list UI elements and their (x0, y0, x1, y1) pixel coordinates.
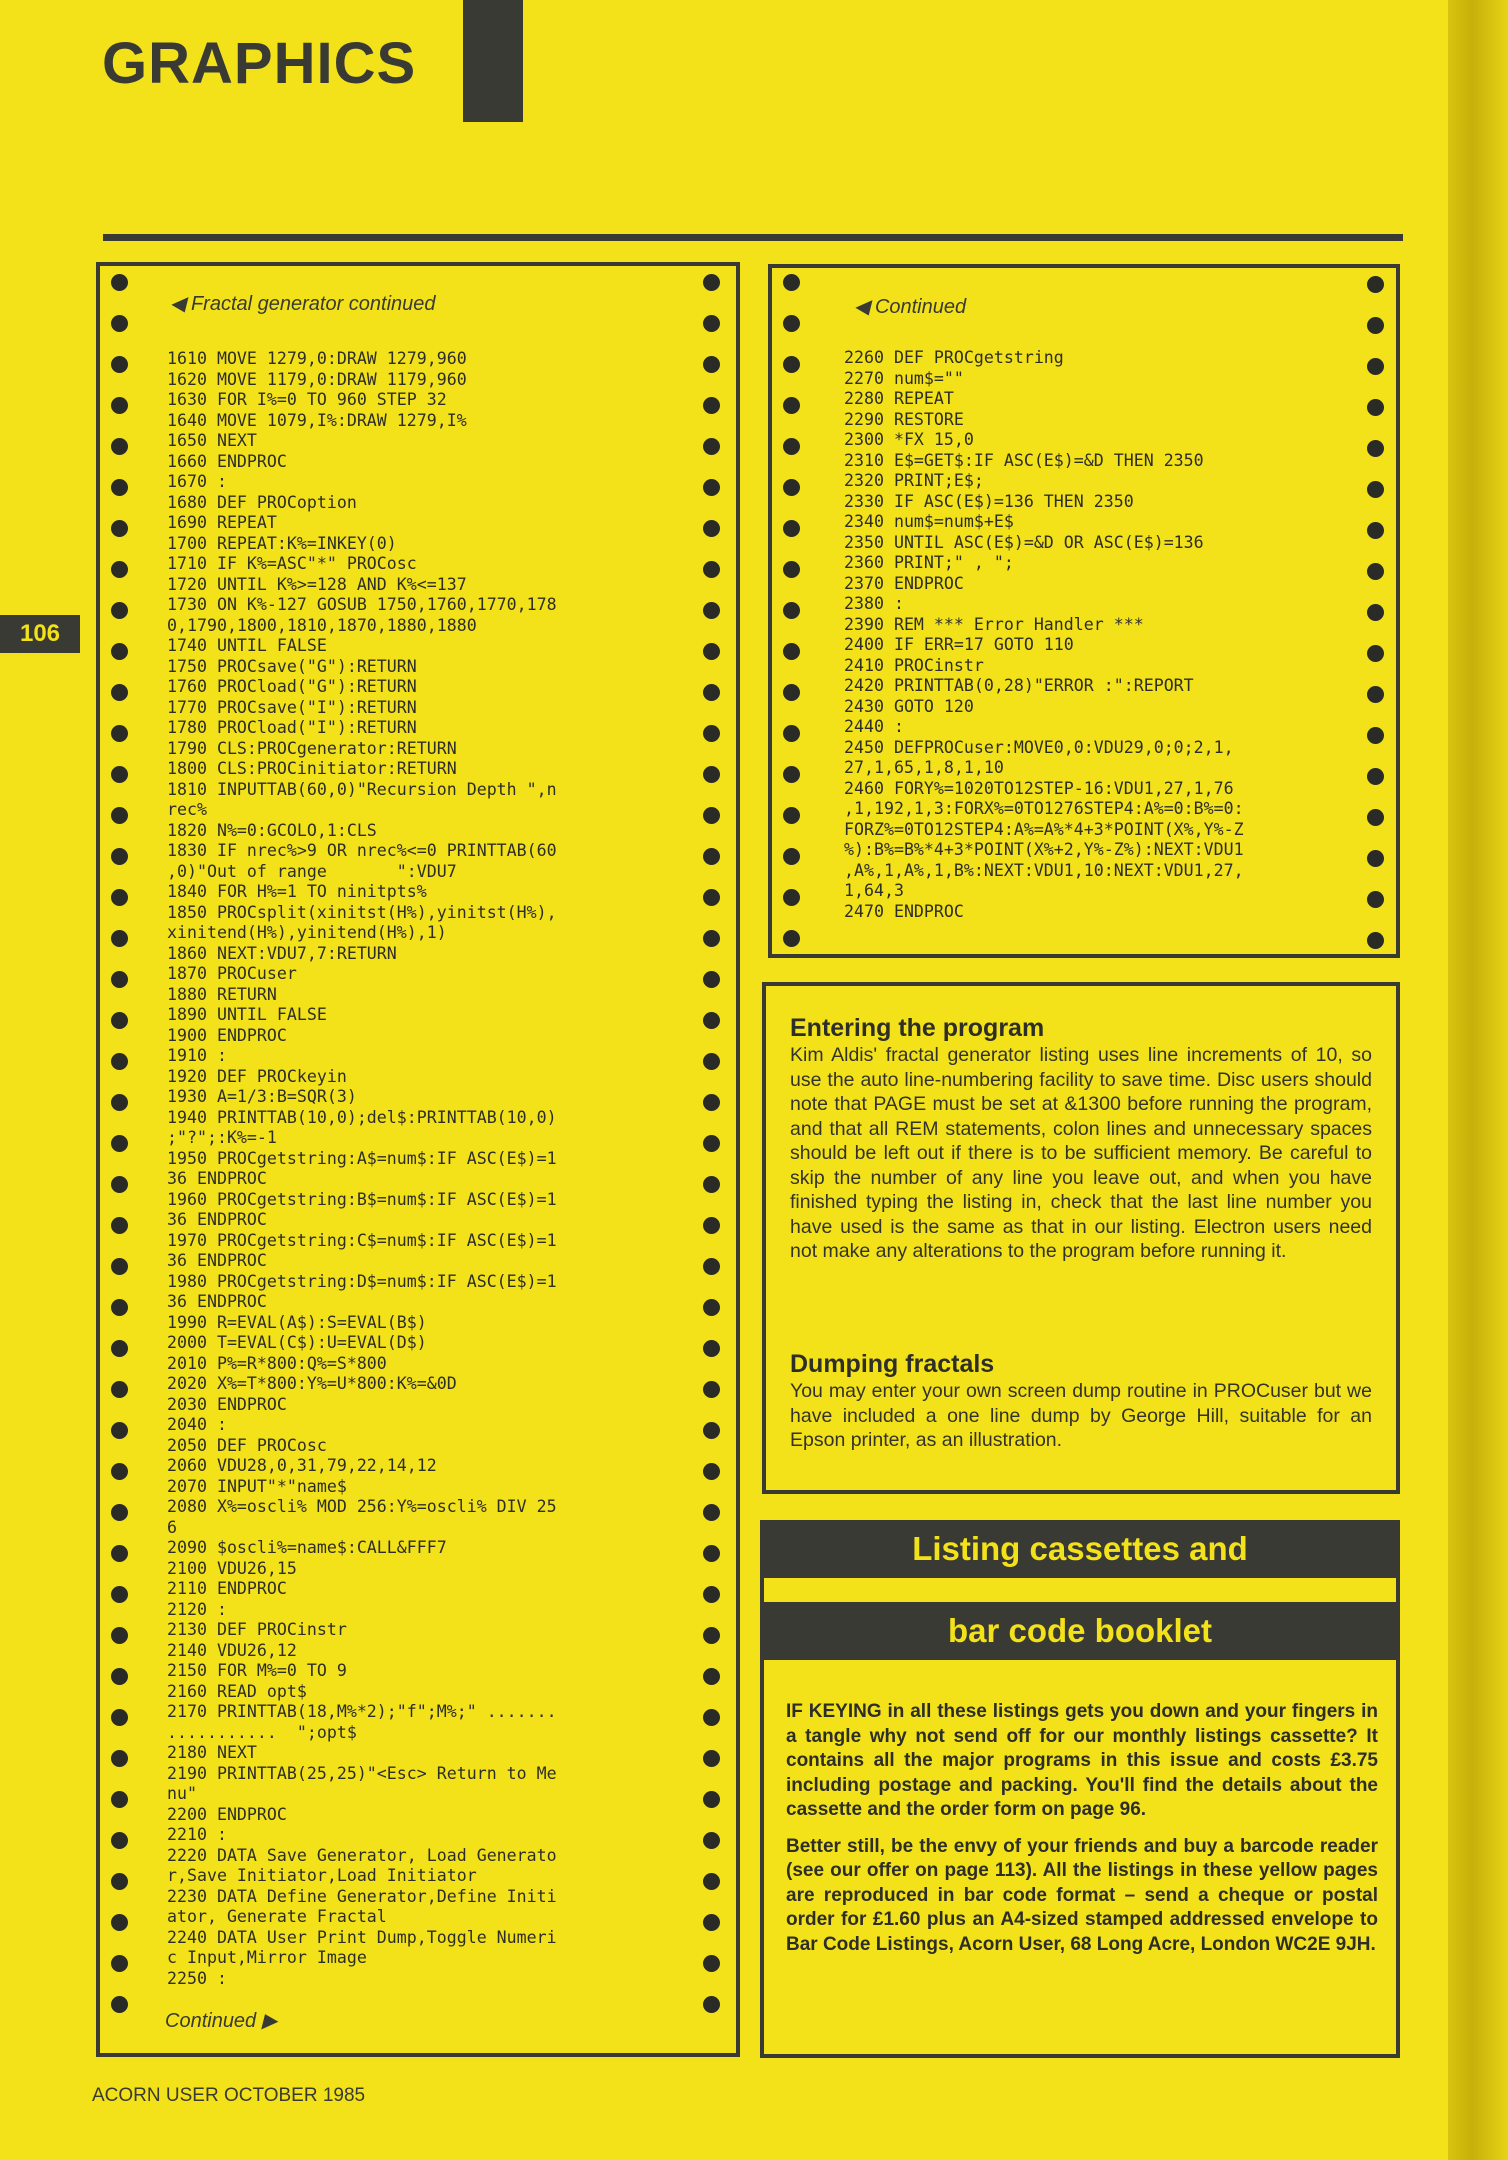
page-edge-shadow (1448, 0, 1508, 2160)
sprocket-hole (111, 684, 128, 701)
sprocket-hole (703, 1709, 720, 1726)
sprocket-holes-left (108, 274, 130, 2053)
sprocket-hole (703, 438, 720, 455)
sprocket-hole (703, 1832, 720, 1849)
sprocket-hole (111, 889, 128, 906)
sprocket-hole (703, 971, 720, 988)
sprocket-hole (111, 1094, 128, 1111)
sprocket-hole (703, 1299, 720, 1316)
promo-paragraph: IF KEYING in all these listings gets you down and your fingers in a tangle why not send off for our monthly listings cassette? It contains all the major programs in this issue and costs £3.75 including postage and packing. You'll find the details about the cassette and the order form on page 96. (786, 1701, 1378, 1820)
sprocket-hole (1367, 727, 1384, 744)
sprocket-hole (1367, 563, 1384, 580)
sprocket-hole (111, 848, 128, 865)
sprocket-hole (111, 1053, 128, 1070)
entering-section (790, 1014, 1372, 1264)
header-rule (103, 234, 1403, 241)
sprocket-hole (111, 438, 128, 455)
sprocket-hole (111, 1463, 128, 1480)
sprocket-hole (783, 315, 800, 332)
sprocket-hole (111, 1299, 128, 1316)
sprocket-hole (111, 561, 128, 578)
promo-banner-line1: Listing cassettes and (760, 1520, 1400, 1578)
sprocket-hole (703, 1914, 720, 1931)
sprocket-hole (703, 1791, 720, 1808)
sprocket-hole (783, 930, 800, 947)
sprocket-hole (111, 1340, 128, 1357)
sprocket-hole (703, 848, 720, 865)
sprocket-hole (703, 1627, 720, 1644)
sprocket-hole (111, 807, 128, 824)
code-listing: 1610 MOVE 1279,0:DRAW 1279,960 1620 MOVE 1179,0:DRAW 1179,960 1630 FOR I%=0 TO 960 STEP 32 1640 MOVE 1079,I%:DRAW 1279,I% 1650 NEXT 1660 ENDPROC 1670 : 1680 DEF PROCoption 1690 REPEAT 1700 REPEAT:K%=INKEY(0) 1710 IF K%=ASC"*" PROCosc 1720 UNTIL K%>=128 AND K%<=137 1730 ON K%-127 GOSUB 1750,1760,1770,178 0,1790,1800,1810,1870,1880,1880 1740 UNTIL FALSE 1750 PROCsave("G"):RETURN 1760 PROCload("G"):RETURN 1770 PROCsave("I"):RETURN 1780 PROCload("I"):RETURN 1790 CLS:PROCgenerator:RETURN 1800 CLS:PROCinitiator:RETURN 1810 INPUTTAB(60,0)"Recursion Depth ",n rec% 1820 N%=0:GCOLO,1:CLS 1830 IF nrec%>9 OR nrec%<=0 PRINTTAB(60 ,0)"Out of range ":VDU7 1840 FOR H%=1 TO ninitpts% 1850 PROCsplit(xinitst(H%),yinitst(H%), xinitend(H%),yinitend(H%),1) 1860 NEXT:VDU7,7:RETURN 1870 PROCuser 1880 RETURN 1890 UNTIL FALSE 1900 ENDPROC 1910 : 1920 DEF PROCkeyin 1930 A=1/3:B=SQR(3) 1940 PRINTTAB(10,0);del$:PRINTTAB(10,0) ;"?";:K%=-1 1950 PROCgetstring:A$=num$:IF ASC(E$)=1 36 ENDPROC 1960 PROCgetstring:B$=num$:IF ASC(E$)=1 36 ENDPROC 1970 PROCgetstring:C$=num$:IF ASC(E$)=1 36 ENDPROC 1980 PROCgetstring:D$=num$:IF ASC(E$)=1 36 ENDPROC 1990 R=EVAL(A$):S=EVAL(B$) 2000 T=EVAL(C$):U=EVAL(D$) 2010 P%=R*800:Q%=S*800 2020 X%=T*800:Y%=U*800:K%=&0D 2030 ENDPROC 2040 : 2050 DEF PROCosc 2060 VDU28,0,31,79,22,14,12 2070 INPUT"*"name$ 2080 X%=oscli% MOD 256:Y%=oscli% DIV 25 6 2090 $oscli%=name$:CALL&FFF7 2100 VDU26,15 2110 ENDPROC 2120 : 2130 DEF PROCinstr 2140 VDU26,12 2150 FOR M%=0 TO 9 2160 READ opt$ 2170 PRINTTAB(18,M%*2);"f";M%;" ....... ........... ";opt$ 2180 NEXT 2190 PRINTTAB(25,25)"<Esc> Return to Me nu" 2200 ENDPROC 2210 : 2220 DATA Save Generator, Load Generato r,Save Initiator,Load Initiator 2230 DATA Define Generator,Define Initi ator, Generate Fractal 2240 DATA User Print Dump,Toggle Numeri c Input,Mirror Image 2250 : (167, 349, 557, 1988)
sprocket-hole (703, 766, 720, 783)
continued-from-label: ◀ Fractal generator continued (170, 293, 436, 315)
sprocket-hole (703, 643, 720, 660)
sprocket-hole (111, 1668, 128, 1685)
sprocket-hole (703, 274, 720, 291)
sprocket-hole (783, 602, 800, 619)
sprocket-hole (1367, 645, 1384, 662)
code-listing: 2260 DEF PROCgetstring 2270 num$="" 2280 REPEAT 2290 RESTORE 2300 *FX 15,0 2310 E$=GET$:IF ASC(E$)=&D THEN 2350 2320 PRINT;E$; 2330 IF ASC(E$)=136 THEN 2350 2340 num$=num$+E$ 2350 UNTIL ASC(E$)=&D OR ASC(E$)=136 2360 PRINT;" , "; 2370 ENDPROC 2380 : 2390 REM *** Error Handler *** 2400 IF ERR=17 GOTO 110 2410 PROCinstr 2420 PRINTTAB(0,28)"ERROR :":REPORT 2430 GOTO 120 2440 : 2450 DEFPROCuser:MOVE0,0:VDU29,0;0;2,1, 27,1,65,1,8,1,10 2460 FORY%=1020TO12STEP-16:VDU1,27,1,76 ,1,192,1,3:FORX%=0TO1276STEP4:A%=0:B%=0: FORZ%=0TO12STEP4:A%=A%*4+3*POINT(X%,Y%-Z %):B%=B%*4+3*POINT(X%+2,Y%-Z%):NEXT:VDU1 ,A%,1,A%,1,B%:NEXT:VDU1,10:NEXT:VDU1,27, 1,64,3 2470 ENDPROC (844, 348, 1244, 921)
sprocket-hole (111, 1627, 128, 1644)
sprocket-hole (1367, 932, 1384, 949)
sprocket-hole (111, 1586, 128, 1603)
sprocket-hole (703, 1504, 720, 1521)
sprocket-hole (703, 1463, 720, 1480)
sprocket-hole (783, 520, 800, 537)
sprocket-hole (783, 848, 800, 865)
footer-issue: ACORN USER OCTOBER 1985 (92, 2085, 366, 2106)
sprocket-hole (111, 602, 128, 619)
sprocket-hole (111, 1955, 128, 1972)
sprocket-hole (1367, 358, 1384, 375)
sprocket-hole (111, 1832, 128, 1849)
sprocket-hole (703, 1053, 720, 1070)
sprocket-hole (1367, 604, 1384, 621)
sprocket-hole (111, 274, 128, 291)
sprocket-hole (1367, 276, 1384, 293)
sprocket-hole (111, 766, 128, 783)
dumping-text: You may enter your own screen dump routine in PROCuser but we have included a one line dump by George Hill, suitable for an Epson printer, as an illustration. (790, 1380, 1372, 1451)
sprocket-hole (703, 520, 720, 537)
sprocket-hole (111, 1258, 128, 1275)
sprocket-hole (783, 725, 800, 742)
header-block (463, 0, 523, 122)
info-panel (762, 982, 1400, 1494)
sprocket-hole (703, 1586, 720, 1603)
sprocket-hole (703, 889, 720, 906)
sprocket-hole (111, 1012, 128, 1029)
sprocket-hole (1367, 768, 1384, 785)
sprocket-hole (783, 766, 800, 783)
sprocket-hole (111, 1709, 128, 1726)
dumping-section (790, 1350, 1372, 1453)
sprocket-hole (111, 1135, 128, 1152)
listing-panel-left (96, 262, 740, 2057)
sprocket-hole (703, 356, 720, 373)
sprocket-hole (111, 520, 128, 537)
sprocket-hole (703, 1545, 720, 1562)
sprocket-hole (783, 479, 800, 496)
sprocket-hole (111, 315, 128, 332)
sprocket-hole (703, 1094, 720, 1111)
sprocket-hole (1367, 809, 1384, 826)
sprocket-hole (111, 725, 128, 742)
sprocket-hole (1367, 399, 1384, 416)
entering-heading: Entering the program (790, 1014, 1045, 1042)
promo-body (786, 1700, 1378, 1969)
sprocket-hole (703, 1340, 720, 1357)
sprocket-hole (703, 807, 720, 824)
sprocket-hole (1367, 522, 1384, 539)
sprocket-hole (703, 1668, 720, 1685)
sprocket-hole (1367, 481, 1384, 498)
sprocket-hole (111, 1750, 128, 1767)
sprocket-hole (111, 1914, 128, 1931)
sprocket-holes-right (700, 274, 722, 2053)
sprocket-hole (703, 1873, 720, 1890)
sprocket-hole (703, 1176, 720, 1193)
sprocket-hole (111, 643, 128, 660)
sprocket-hole (111, 397, 128, 414)
continued-to-label: Continued ▶ (165, 2010, 278, 2032)
sprocket-hole (703, 1996, 720, 2013)
sprocket-hole (783, 356, 800, 373)
sprocket-hole (783, 807, 800, 824)
sprocket-hole (111, 1217, 128, 1234)
sprocket-hole (703, 1381, 720, 1398)
promo-panel (760, 1520, 1400, 2058)
sprocket-hole (1367, 440, 1384, 457)
continued-from-label: ◀ Continued (854, 296, 967, 318)
sprocket-hole (111, 1176, 128, 1193)
promo-banner-line2: bar code booklet (760, 1602, 1400, 1660)
sprocket-hole (783, 438, 800, 455)
sprocket-hole (783, 274, 800, 291)
sprocket-hole (783, 889, 800, 906)
entering-text: Kim Aldis' fractal generator listing uses line increments of 10, so use the auto line-numbering facility to save time. Disc users should note that PAGE must be set at &1300 before running the program, and that all REM statements, colon lines and unnecessary spaces should be left out if there is to be sufficient memory. Be careful to skip the number of any line you leave out, and when you have finished typing the listing in, check that the last line number you have used is the same as that in our listing. Electron users need not make any alterations to the program before running it. (790, 1044, 1372, 1262)
sprocket-hole (111, 356, 128, 373)
section-title: GRAPHICS (102, 31, 417, 96)
sprocket-hole (703, 1750, 720, 1767)
sprocket-hole (111, 1873, 128, 1890)
sprocket-hole (111, 479, 128, 496)
sprocket-hole (703, 1955, 720, 1972)
sprocket-hole (1367, 317, 1384, 334)
sprocket-holes-right (1364, 276, 1386, 954)
sprocket-hole (111, 1504, 128, 1521)
sprocket-hole (703, 602, 720, 619)
sprocket-hole (783, 684, 800, 701)
sprocket-holes-left (780, 274, 802, 954)
sprocket-hole (783, 561, 800, 578)
promo-paragraph: Better still, be the envy of your friends and buy a barcode reader (see our offer on page 113). All the listings in these yellow pages are reproduced in bar code format – send a cheque or postal order for £1.60 plus an A4-sized stamped addressed envelope to Bar Code Listings, Acorn User, 68 Long Acre, London WC2E 9JH. (786, 1835, 1378, 1955)
dumping-heading: Dumping fractals (790, 1350, 995, 1378)
sprocket-hole (703, 315, 720, 332)
sprocket-hole (111, 930, 128, 947)
sprocket-hole (703, 684, 720, 701)
sprocket-hole (703, 1217, 720, 1234)
sprocket-hole (1367, 686, 1384, 703)
sprocket-hole (703, 1258, 720, 1275)
sprocket-hole (111, 1545, 128, 1562)
sprocket-hole (111, 1381, 128, 1398)
sprocket-hole (783, 397, 800, 414)
sprocket-hole (1367, 850, 1384, 867)
sprocket-hole (703, 725, 720, 742)
sprocket-hole (703, 930, 720, 947)
sprocket-hole (111, 1996, 128, 2013)
sprocket-hole (111, 1791, 128, 1808)
sprocket-hole (703, 479, 720, 496)
sprocket-hole (703, 561, 720, 578)
sprocket-hole (111, 971, 128, 988)
listing-panel-right (768, 264, 1400, 958)
sprocket-hole (703, 1012, 720, 1029)
sprocket-hole (703, 397, 720, 414)
sprocket-hole (703, 1135, 720, 1152)
sprocket-hole (783, 643, 800, 660)
sprocket-hole (703, 1422, 720, 1439)
page-number-tab: 106 (0, 615, 80, 653)
sprocket-hole (1367, 891, 1384, 908)
sprocket-hole (111, 1422, 128, 1439)
